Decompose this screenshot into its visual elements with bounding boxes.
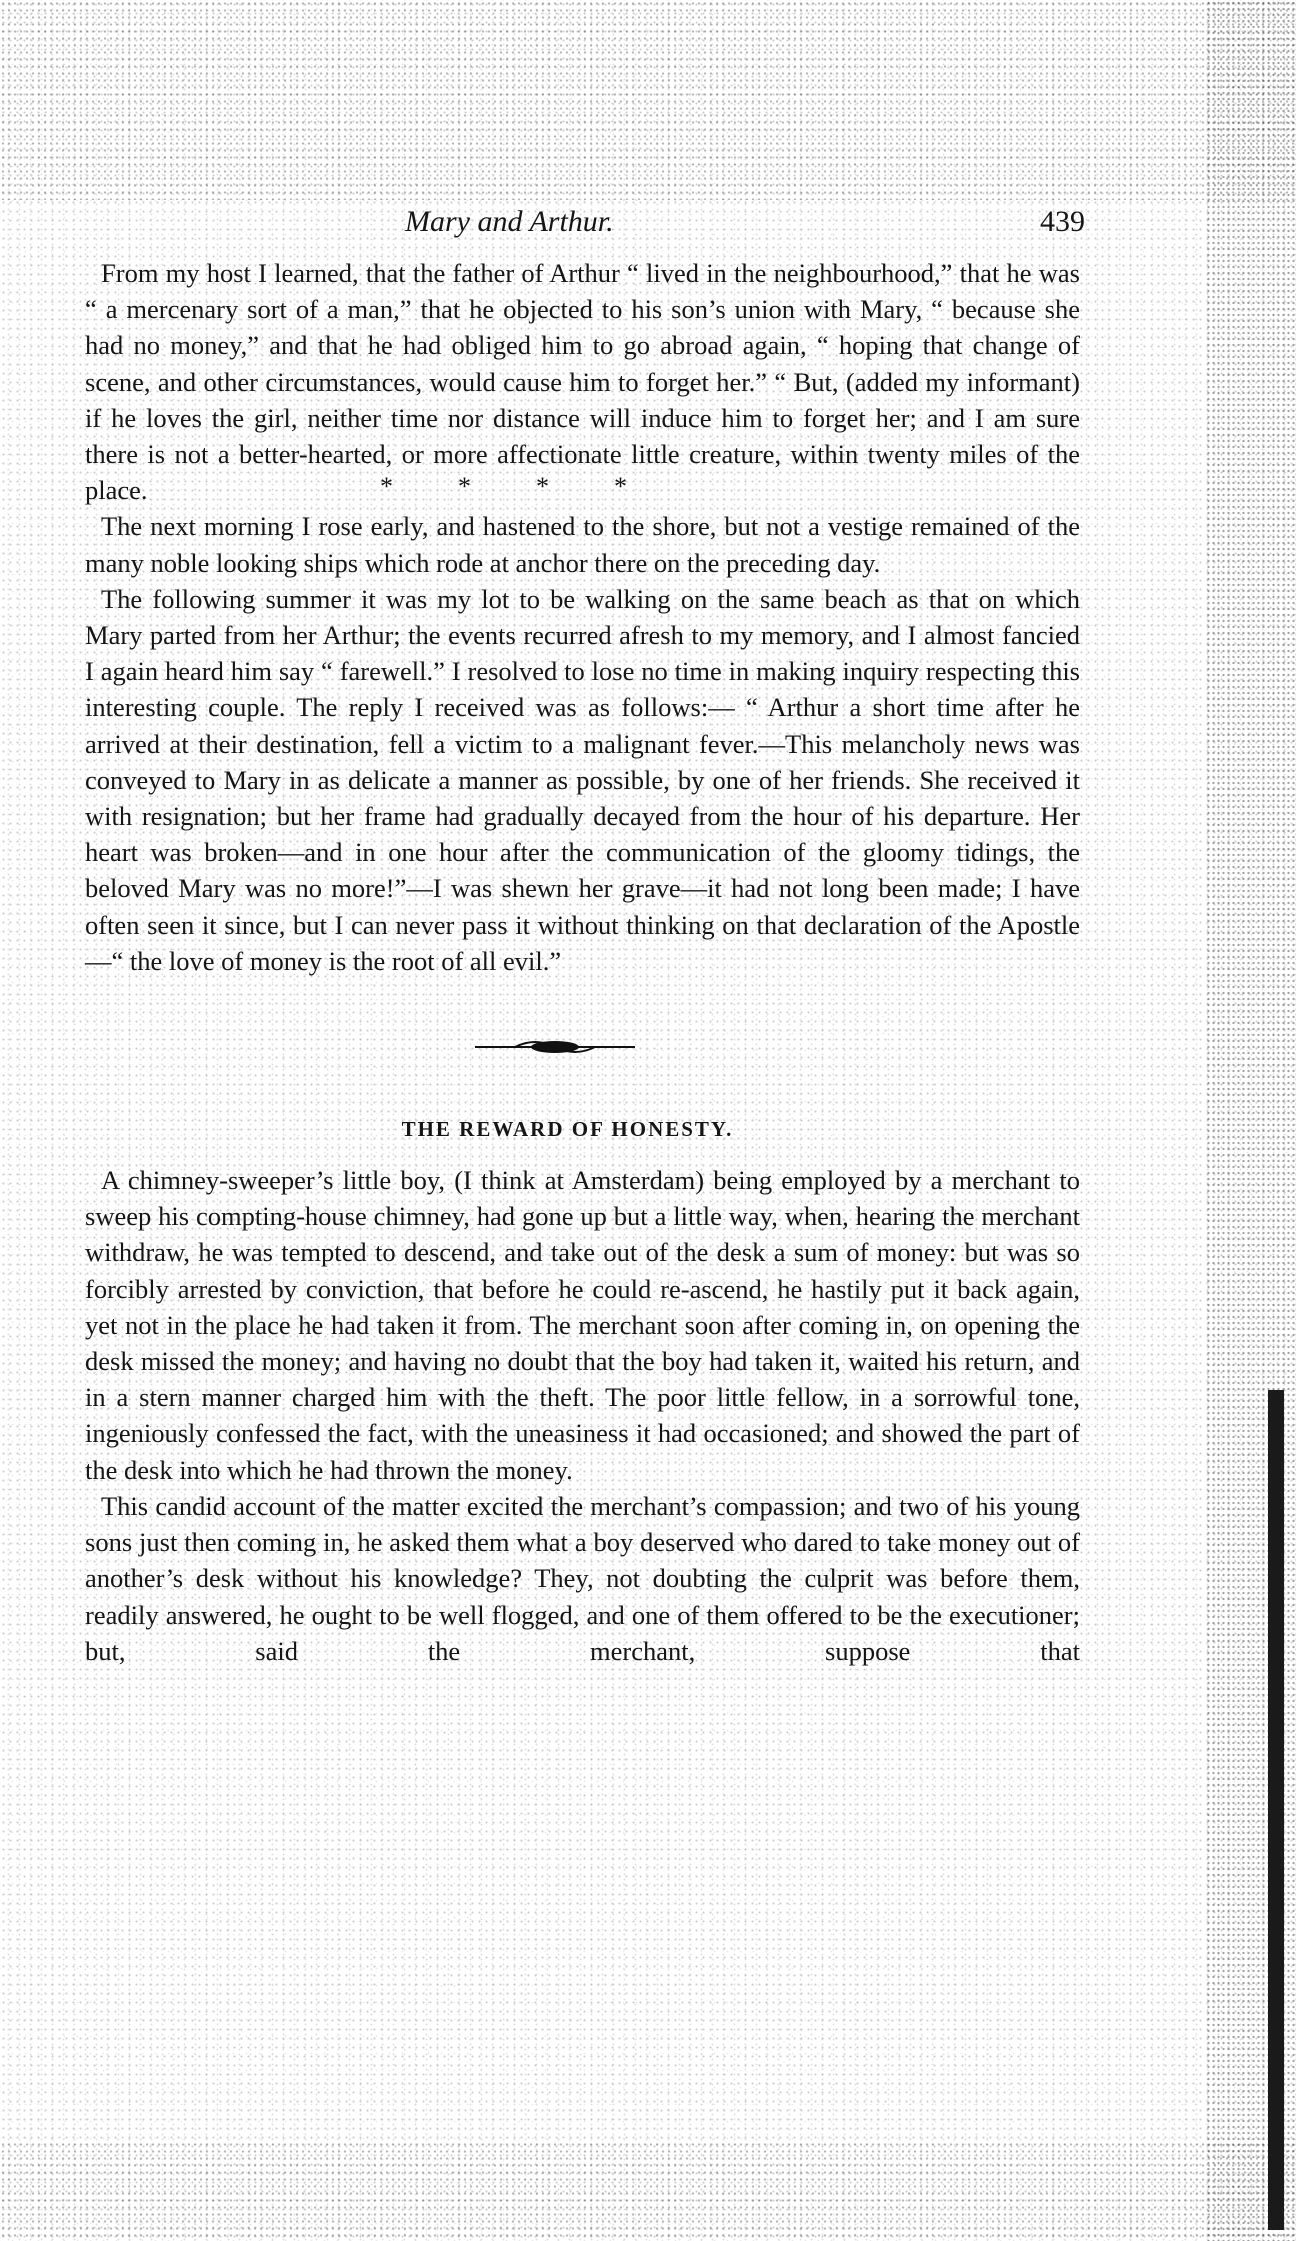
running-title: Mary and Arthur. — [405, 205, 614, 238]
running-head — [85, 205, 1085, 255]
story1-paragraph-3: The following summer it was my lot to be walking on the same beach as that on which Mary parted from her Arthur; the events recurred afresh to my memory, and I almost fancied I again heard him say “ farewell.” I resolved to lose no time in making inquiry respecting this interesting couple. The reply I received was as follows:— “ Arthur a short time after he arrived at their destination, fell a victim to a malignant fever.—This melancholy news was conveyed to Mary in as delicate a manner as possible, by one of her friends. She received it with resignation; but her frame had gradually decayed from the hour of his departure. Her heart was broken—and in one hour after the communication of the gloomy tidings, the beloved Mary was no more!”—I was shewn her grave—it had not long been made; I have often seen it since, but I can never pass it without thinking on that declaration of the Apostle—“ the love of money is the root of all evil.” — [85, 583, 1080, 976]
story1-paragraph-1: From my host I learned, that the father of Arthur “ lived in the neighbourhood,” that he was “ a mercenary sort of a man,” that he objected to his son’s union with Mary, “ because she had no money,” and that he had obliged him to go abroad again, “ hoping that change of scene, and other circumstances, would cause him to forget her.” “ But, (added my informant) if he loves the girl, neither time nor distance will induce him to forget her; and I am sure there is not a better-hearted, or more affectionate little creature, within twenty miles of the place. — [85, 258, 1080, 506]
scan-edge-bottom — [0, 2141, 1296, 2241]
story2-paragraph-1: A chimney-sweeper’s little boy, (I think at Amsterdam) being employed by a merchant to sweep his compting-house chimney, had gone up but a little way, when, hearing the merchant withdraw, he was tempted to descend, and take out of the desk a sum of money: but was so forcibly arrested by conviction, that before he could re-ascend, he hastily put it back again, yet not in the place he had taken it from. The merchant soon after coming in, on opening the desk missed the money; and having no doubt that the boy had taken it, waited his return, and in a stern manner charged him with the theft. The poor little fellow, in a sorrowful tone, ingeniously confessed the fact, with the uneasiness it had occasioned; and showed the part of the desk into which he had thrown the money. — [85, 1165, 1080, 1485]
story2-title: THE REWARD OF HONESTY. — [401, 1117, 734, 1142]
scan-edge-top — [0, 0, 1296, 200]
page-number: 439 — [1040, 205, 1085, 238]
story1-paragraph-2: The next morning I rose early, and hastened to the shore, but not a vestige remained of the many noble looking ships which rode at anchor there on the preceding day. — [85, 511, 1080, 578]
section-divider-ornament — [85, 1015, 1080, 1085]
binding-shadow — [1268, 1390, 1284, 2230]
ornament-rule-icon — [475, 1035, 635, 1059]
story2-paragraph-2: This candid account of the matter excited the merchant’s compassion; and two of his young sons just then coming in, he asked them what a boy deserved who dared to take money out of another’s desk without his knowledge? They, not doubting the culprit was before them, readily answered, he ought to be well flogged, and one of them offered to be the executioner; but, said the merchant, suppose that — [85, 1490, 1080, 1666]
book-page — [85, 205, 1085, 1669]
stars-text: * * * * — [380, 472, 627, 502]
